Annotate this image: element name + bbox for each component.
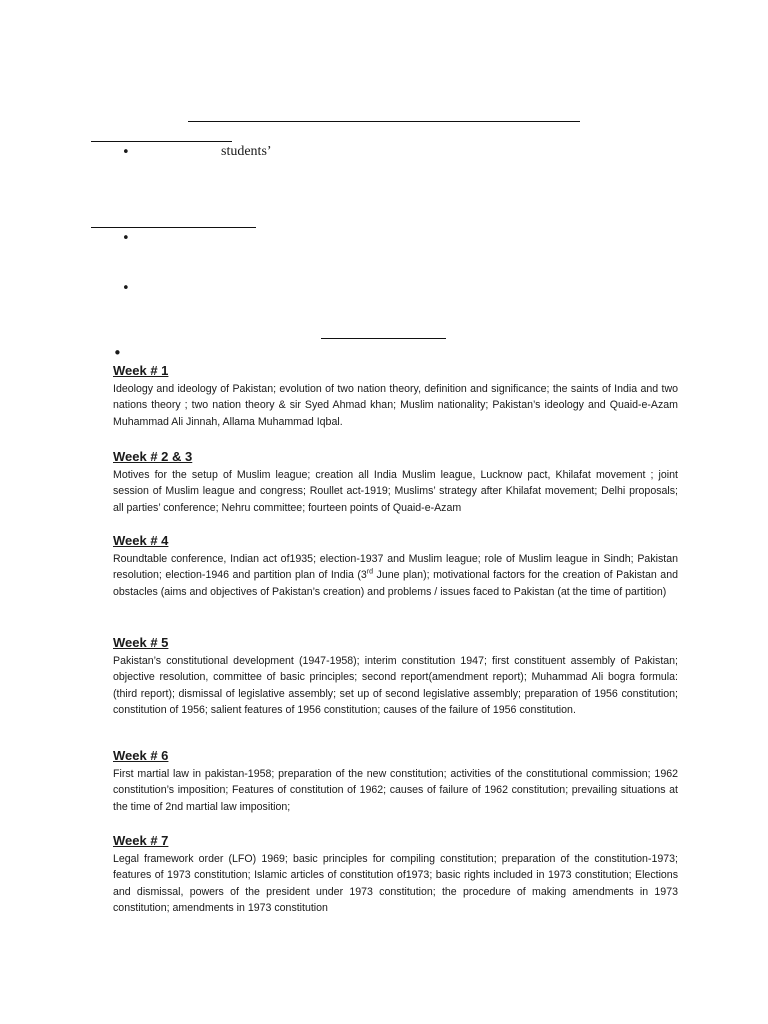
section-1-heading-underline (91, 141, 232, 142)
week-title: Week # 1 (113, 363, 169, 378)
week-description: First martial law in pakistan-1958; preparation of the new constitution; activities of the constitutional commission; 1962 constitution’s imposition; Features of constitution of 1962; causes of failure of 1962 constitution; prevailing situations at the time of 2nd martial law imposition; (113, 768, 678, 813)
week-description-part: Roundtable conference, Indian act of1935; election-1937 and Muslim league; role of Muslim league in Sindh; Pakistan resolution; election-1946 and partition plan of India (3 (113, 553, 678, 582)
section-2-heading-underline (91, 227, 256, 228)
title-underline (188, 121, 580, 122)
week-description: Ideology and ideology of Pakistan; evolution of two nation theory, definition and significance; the saints of India and two nations theory ; two nation theory & sir Syed Ahmad khan; Muslim nationality; Pakistan’s ideology and Quaid-e-Azam Muhammad Ali Jinnah, Allama Muhammad Iqbal. (113, 383, 678, 428)
week-description: Pakistan’s constitutional development (1947-1958); interim constitution 1947; first constituent assembly of Pakistan; objective resolution, committee of basic principles; second report(amendment report); Muhammad Ali bogra formula: (third report); dismissal of legislative assembly; set up of second legislative assembly; preparation of 1956 constitution; constitution of 1956; salient features of 1956 constitution; causes of the failure of 1956 constitution. (113, 655, 678, 716)
bullet: • (113, 344, 122, 362)
week-description: Legal framework order (LFO) 1969; basic principles for compiling constitution; preparation of the constitution-1973; features of 1973 constitution; Islamic articles of constitution of1973; basic rights included in 1973 constitution; Elections and dismissal, powers of the president under 1973 constitution; the procedure of making amendments in 1973 constitution; amendments in 1973 constitution (113, 853, 678, 914)
week-1-section (113, 363, 678, 430)
week-title: Week # 4 (113, 533, 169, 548)
week-4-section (113, 533, 678, 600)
week-description (113, 551, 678, 600)
week-7-section (113, 833, 678, 916)
week-5-section (113, 635, 678, 718)
superscript-ordinal: rd (366, 568, 374, 576)
students-word: students’ (221, 144, 272, 159)
week-title: Week # 5 (113, 635, 169, 650)
bullet: • (122, 281, 130, 296)
week-6-section (113, 748, 678, 815)
section-3-heading-underline (321, 338, 446, 339)
week-description-part: June plan); motivational factors for the creation of Pakistan and obstacles (aims and objectives of Pakistan’s creation) and problems / issues faced to Pakistan (at the time of partition) (113, 569, 678, 598)
week-description: Motives for the setup of Muslim league; creation all India Muslim league, Lucknow pact, Khilafat movement ; joint session of Muslim league and congress; Roullet act-1919; Muslims’ strategy after Khilafat movement; Delhi proposals; all parties’ conference; Nehru committee; fourteen points of Quaid-e-Azam (113, 469, 678, 514)
bullet: • (122, 145, 130, 160)
week-title: Week # 6 (113, 748, 169, 763)
bullet: • (122, 231, 130, 246)
week-title: Week # 7 (113, 833, 169, 848)
week-2-3-section (113, 449, 678, 516)
week-title: Week # 2 & 3 (113, 449, 193, 464)
